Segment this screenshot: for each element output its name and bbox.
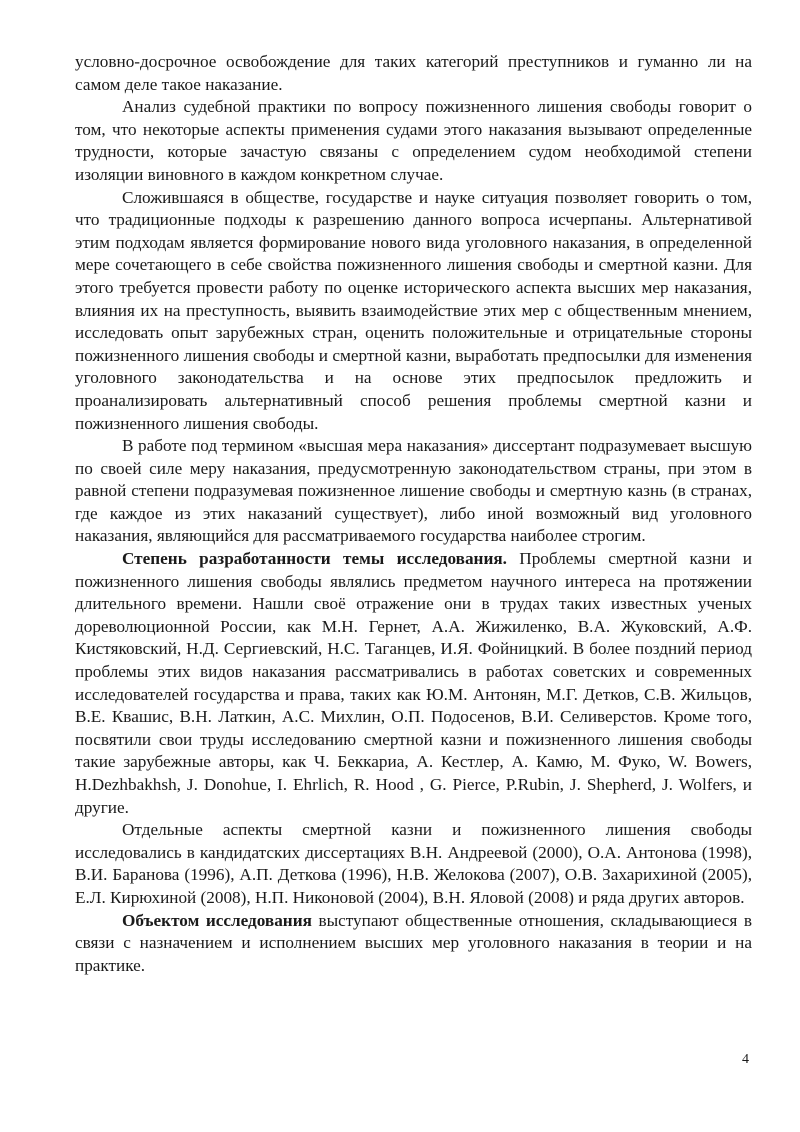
paragraph-text: Сложившаяся в обществе, государстве и науке ситуация позволяет говорить о том, что традиционные подходы к разрешению данного вопроса исчерпаны. Альтернативой этим подходам является формирование нового вида уголовного наказания, в определенной мере сочетающего в себе свойства пожизненного лишения свободы и смертной казни. Для этого требуется провести работу по оценке исторического аспекта высших мер наказания, влияния их на преступность, выявить взаимодействие этих мер с общественным мнением, исследовать опыт зарубежных стран, оценить положительные и отрицательные стороны пожизненного лишения свободы и смертной казни, выработать предпосылки для изменения уголовного законодательства и на основе этих предпосылок предложить и проанализировать альтернативный способ решения проблемы смертной казни и пожизненного лишения свободы. <box>75 187 752 433</box>
page-number: 4 <box>742 1052 749 1067</box>
paragraph-text: Проблемы смертной казни и пожизненного лишения свободы являлись предметом научного интереса на протяжении длительного времени. Нашли своё отражение они в трудах таких известных ученых дореволюционной России, как М.Н. Гернет, А.А. Жижиленко, В.А. Жуковский, А.Ф. Кистяковский, Н.Д. Сергиевский, Н.С. Таганцев, И.Я. Фойницкий. В более поздний период проблемы этих видов наказания рассматривались в работах советских и современных исследователей государства и права, таких как Ю.М. Антонян, М.Г. Детков, С.В. Жильцов, В.Е. Квашис, В.Н. Латкин, А.С. Михлин, О.П. Подосенов, В.И. Селиверстов. Кроме того, посвятили свои труды исследованию смертной казни и пожизненного лишения свободы такие зарубежные авторы, как Ч. Беккариа, А. Кестлер, А. Камю, М. Фуко, W. Bowers, H.Dezhbakhsh, J. Donohue, I. Ehrlich, R. Hood , G. Pierce, P.Rubin, J. Shepherd, J. Wolfers, и другие. <box>75 549 753 817</box>
paragraph-degree-of-development <box>75 548 752 819</box>
paragraph-continuation <box>75 51 752 96</box>
paragraph-term-definition <box>75 435 752 548</box>
section-heading-inline: Степень разработанности темы исследования. <box>122 549 507 569</box>
paragraph-text: Анализ судебной практики по вопросу пожизненного лишения свободы говорит о том, что некоторые аспекты применения судами этого наказания вызывают определенные трудности, которые зачастую связаны с определением судом необходимой степени изоляции виновного в каждом конкретном случае. <box>75 97 752 184</box>
document-page <box>75 51 752 977</box>
section-heading-inline: Объектом исследования <box>122 910 312 930</box>
paragraph-dissertations <box>75 819 752 909</box>
paragraph-text: Отдельные аспекты смертной казни и пожизненного лишения свободы исследовались в кандидатских диссертациях В.Н. Андреевой (2000), О.А. Антонова (1998), В.И. Баранова (1996), А.П. Деткова (1996), Н.В. Желокова (2007), О.В. Захарихиной (2005), Е.Л. Кирюхиной (2008), Н.П. Никоновой (2004), В.Н. Яловой (2008) и ряда других авторов. <box>75 820 752 907</box>
paragraph-judicial-practice <box>75 96 752 186</box>
paragraph-text: выступают общественные отношения, складывающиеся в связи с назначением и исполнением высших мер уголовного наказания в теории и на практике. <box>75 910 752 975</box>
paragraph-text: условно-досрочное освобождение для таких категорий преступников и гуманно ли на самом деле такое наказание. <box>75 52 752 94</box>
paragraph-research-object <box>75 910 752 978</box>
paragraph-situation <box>75 187 752 436</box>
paragraph-text: В работе под термином «высшая мера наказания» диссертант подразумевает высшую по своей силе меру наказания, предусмотренную законодательством страны, при этом в равной степени подразумевая пожизненное лишение свободы и смертную казнь (в странах, где каждое из этих наказаний существует), либо иной возможный вид уголовного наказания, являющийся для рассматриваемого государства наиболее строгим. <box>75 436 752 546</box>
